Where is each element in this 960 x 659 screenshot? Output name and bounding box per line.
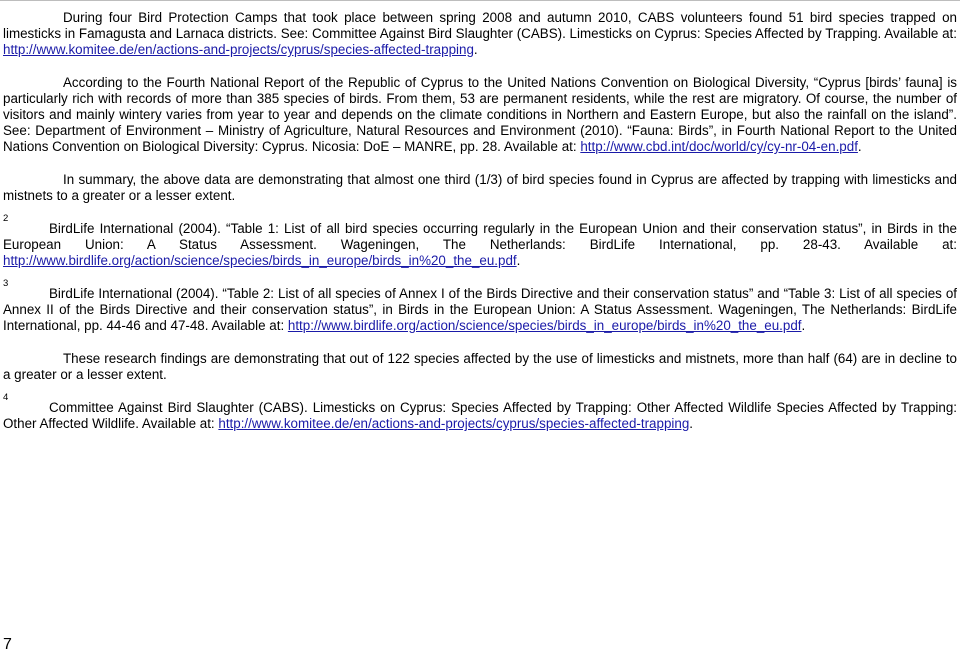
- paragraph-research-findings: [3, 351, 957, 383]
- paragraph-cabs-camps: [3, 10, 957, 58]
- footnote-text: [3, 400, 957, 432]
- footnote-body: BirdLife International (2004). “Table 2: List of all species of Annex I of the Birds Directive and their conservation status” and “Table 3: List of all species of Annex II of the Birds Directive and their conservation status”, in Birds in the European Union: A Status Assessment. Wageningen, The Netherlands: BirdLife International, pp. 44-46 and 47-48. Available at:: [3, 286, 957, 333]
- document-page: [3, 10, 957, 432]
- footnote-text: [3, 221, 957, 269]
- komitee-link[interactable]: http://www.komitee.de/en/actions-and-projects/cyprus/species-affected-trapping: [218, 416, 690, 431]
- footnote-tail: .: [801, 318, 806, 333]
- paragraph-text: According to the Fourth National Report of the Republic of Cyprus to the United Nations Convention on Biological Diversity, “Cyprus [birds’ fauna] is particularly rich with records of more than 385 species of birds. From them, 53 are permanent residents, while the rest are migratory. Of course, the number of visitors and mainly wintery varies from year to year and depends on the climate conditions in Northern and Eastern Europe, but also the rainfall on the island”. See: Department of Environment – Ministry of Agriculture, Natural Resources and Environment (2010). “Fauna: Birds”, in Fourth National Report to the United Nations Convention on Biological Diversity: Cyprus. Nicosia: DoE – MANRE, pp. 28. Available at:: [3, 75, 957, 154]
- footnote-tail: .: [516, 253, 521, 268]
- footnote-body: BirdLife International (2004). “Table 1: List of all bird species occurring regularly in the European Union and their conservation status”, in Birds in the European Union: A Status Assessment. Wageningen, The Netherlands: BirdLife International, pp. 28-43. Available at:: [3, 221, 957, 252]
- top-rule: [0, 0, 960, 1]
- footnote-tail: .: [689, 416, 694, 431]
- cbd-link[interactable]: http://www.cbd.int/doc/world/cy/cy-nr-04-en.pdf: [580, 139, 858, 154]
- paragraph-text: These research findings are demonstrating that out of 122 species affected by the use of limesticks and mistnets, more than half (64) are in decline to a greater or a lesser extent.: [3, 351, 957, 382]
- paragraph-tail: .: [857, 139, 862, 154]
- footnote-4: [3, 392, 957, 432]
- footnote-marker: 4: [3, 392, 9, 403]
- komitee-link[interactable]: http://www.komitee.de/en/actions-and-projects/cyprus/species-affected-trapping: [3, 42, 474, 57]
- footnote-marker: 2: [3, 213, 9, 224]
- paragraph-tail: .: [473, 42, 478, 57]
- footnote-2: [3, 213, 957, 269]
- paragraph-text: In summary, the above data are demonstrating that almost one third (1/3) of bird species found in Cyprus are affected by trapping with limesticks and mistnets to a greater or a lesser extent.: [3, 172, 957, 203]
- footnote-marker: 3: [3, 278, 9, 289]
- birdlife-link[interactable]: http://www.birdlife.org/action/science/species/birds_in_europe/birds_in%20_the_eu.pdf: [3, 253, 517, 268]
- paragraph-summary: [3, 172, 957, 204]
- footnote-body: Committee Against Bird Slaughter (CABS). Limesticks on Cyprus: Species Affected by Trapping: Other Affected Wildlife Species Affected by Trapping: Other Affected Wildlife. Available at:: [3, 400, 957, 431]
- footnote-text: [3, 286, 957, 334]
- page-number: 7: [3, 636, 12, 653]
- paragraph-text: During four Bird Protection Camps that took place between spring 2008 and autumn 2010, CABS volunteers found 51 bird species trapped on limesticks in Famagusta and Larnaca districts. See: Committee Against Bird Slaughter (CABS). Limesticks on Cyprus: Species Affected by Trapping. Available at:: [3, 10, 957, 41]
- birdlife-link[interactable]: http://www.birdlife.org/action/science/species/birds_in_europe/birds_in%20_the_eu.pdf: [287, 318, 802, 333]
- paragraph-national-report: [3, 75, 957, 155]
- footnote-3: [3, 278, 957, 334]
